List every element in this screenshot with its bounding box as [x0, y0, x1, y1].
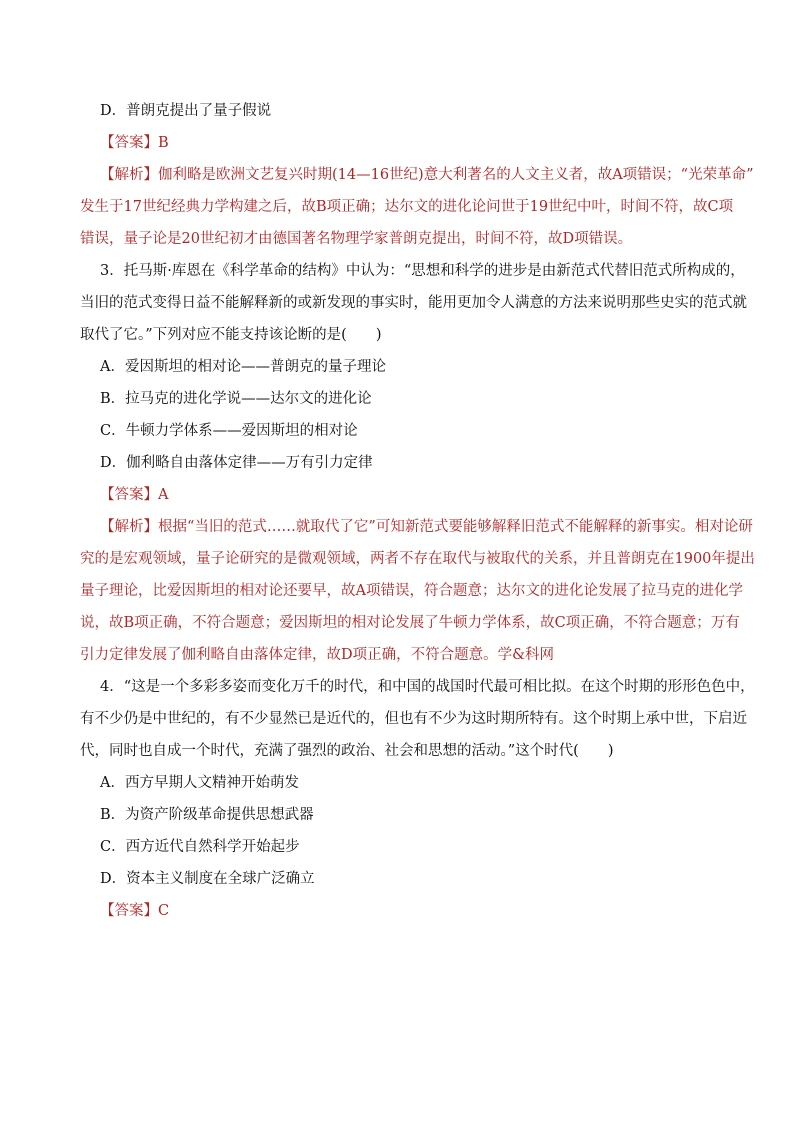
q4-stem-line-1: 4．“这是一个多彩多姿而变化万千的时代，和中国的战国时代最可相比拟。在这个时期的形形色色中， [100, 679, 755, 695]
q2-analysis-label: 【解析】 [100, 167, 158, 183]
q3-option-c: C．牛顿力学体系——爱因斯坦的相对论 [100, 423, 358, 439]
q3-option-b: B．拉马克的进化学说——达尔文的进化论 [100, 391, 372, 407]
document-content [80, 95, 755, 927]
q3-analysis-label: 【解析】 [100, 519, 158, 535]
q4-answer-label: 【答案】 [100, 903, 158, 919]
q2-option-d: D．普朗克提出了量子假说 [100, 103, 272, 119]
q3-analysis-line-4: 说，故B项正确，不符合题意；爱因斯坦的相对论发展了牛顿力学体系，故C项正确，不符合题意；万有 [80, 615, 740, 631]
q4-option-b: B．为资产阶级革命提供思想武器 [100, 807, 314, 823]
q3-stem-line-3: 取代了它。”下列对应不能支持该论断的是( ) [80, 327, 382, 343]
q3-stem [80, 255, 747, 351]
q2-analysis [80, 159, 754, 255]
q3-analysis-line-3: 量子理论，比爱因斯坦的相对论还要早，故A项错误，符合题意；达尔文的进化论发展了拉马克的进化学 [80, 583, 743, 599]
q4-option-a: A．西方早期人文精神开始萌发 [100, 775, 299, 791]
q2-analysis-line-3: 错误，量子论是20世纪初才由德国著名物理学家普朗克提出，时间不符，故D项错误。 [80, 231, 633, 247]
q4-stem-line-2: 有不少仍是中世纪的，有不少显然已是近代的，但也有不少为这时期所特有。这个时期上承中世，下启近 [80, 711, 747, 727]
q3-analysis-line-1 [80, 511, 753, 543]
q3-answer [80, 479, 723, 511]
q3-option-d: D．伽利略自由落体定律——万有引力定律 [100, 455, 373, 471]
q3-stem-line-1: 3．托马斯·库恩在《科学革命的结构》中认为：“思想和科学的进步是由新范式代替旧范式所构成的， [100, 263, 745, 279]
q2-analysis-line-1 [80, 159, 754, 191]
q3-stem-line-2: 当旧的范式变得日益不能解释新的或新发现的事实时，能用更加令人满意的方法来说明那些史实的范式就 [80, 295, 747, 311]
q4-answer-value: C [158, 903, 170, 919]
q4-stem-line-3: 代，同时也自成一个时代，充满了强烈的政治、社会和思想的活动。”这个时代( ) [80, 743, 614, 759]
q3-analysis-text-1: 根据“当旧的范式……就取代了它”可知新范式要能够解释旧范式不能解释的新事实。相对论研 [158, 519, 753, 535]
q3-answer-label: 【答案】 [100, 487, 158, 503]
q3-analysis-line-5: 引力定律发展了伽利略自由落体定律，故D项正确，不符合题意。学&科网 [80, 647, 555, 663]
q2-answer-value: B [158, 135, 169, 151]
q3-option-a: A．爱因斯坦的相对论——普朗克的量子理论 [100, 359, 386, 375]
q2-answer [80, 127, 723, 159]
q3-analysis [80, 511, 755, 671]
q2-analysis-line-2: 发生于17世纪经典力学构建之后，故B项正确；达尔文的进化论问世于19世纪中叶，时间不符，故C项 [80, 199, 734, 215]
q2-answer-label: 【答案】 [100, 135, 158, 151]
q4-option-d: D．资本主义制度在全球广泛确立 [100, 871, 315, 887]
q4-option-c: C．西方近代自然科学开始起步 [100, 839, 300, 855]
q2-analysis-text-1: 伽利略是欧洲文艺复兴时期(14—16世纪)意大利著名的人文主义者，故A项错误；“光荣革命” [158, 167, 754, 183]
q3-answer-value: A [158, 487, 169, 503]
q4-stem [80, 671, 755, 767]
q4-answer [80, 895, 723, 927]
q3-analysis-line-2: 究的是宏观领域，量子论研究的是微观领域，两者不存在取代与被取代的关系，并且普朗克在1900年提出 [80, 551, 755, 567]
